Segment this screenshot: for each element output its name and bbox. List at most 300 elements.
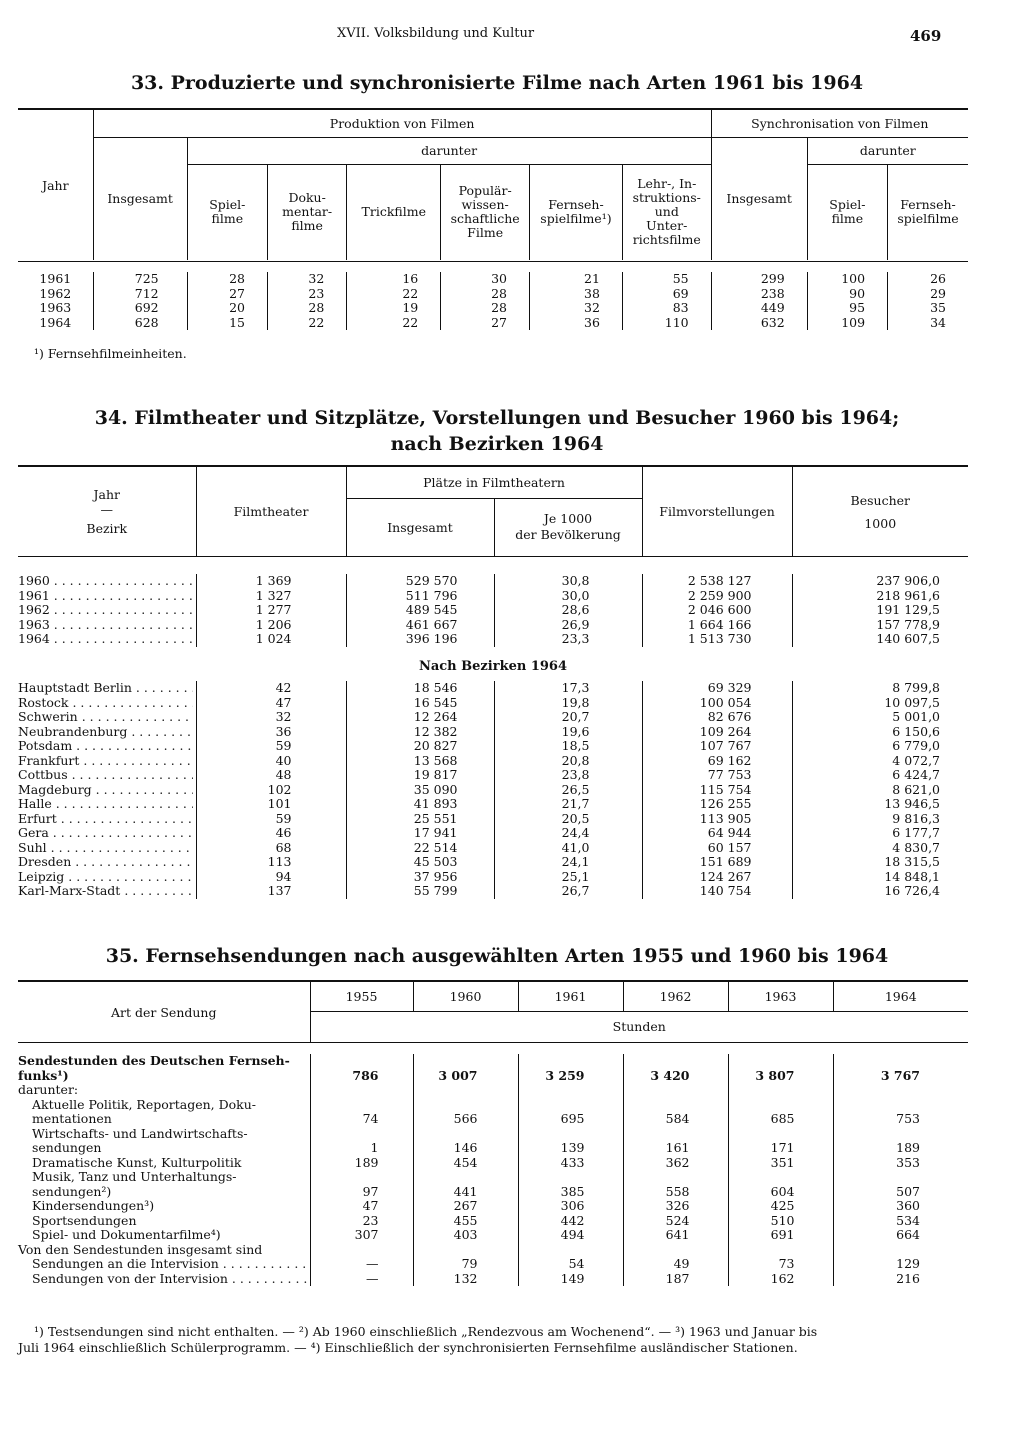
row-label-dots: [18, 797, 193, 812]
value-cell: 12 382: [346, 725, 494, 740]
row-label-text: Suhl: [18, 840, 47, 855]
row-label-text: Hauptstadt Berlin: [18, 681, 132, 695]
row-label: [18, 618, 196, 633]
value-cell: 238: [711, 287, 807, 302]
value-cell: 157 778,9: [792, 618, 968, 633]
row-label-dots: [18, 783, 193, 798]
value-cell: 77 753: [642, 768, 792, 783]
value-cell: 83: [622, 301, 711, 316]
value-cell: 2 538 127: [642, 574, 792, 589]
row-label-text: 1960: [18, 574, 50, 588]
value-cell: 566: [413, 1098, 518, 1127]
table-row: [18, 812, 968, 827]
value-cell: 110: [622, 316, 711, 331]
value-cell: 1 369: [196, 574, 346, 589]
value-cell: 82 676: [642, 710, 792, 725]
value-cell: 54: [518, 1257, 623, 1272]
value-cell: 149: [518, 1272, 623, 1287]
table-35-footnote-2: Juli 1964 einschließlich Schülerprogramm. — ⁴) Einschließlich der synchronisierten Fernsehfilme ausländischer Stationen.: [18, 1340, 798, 1355]
value-cell: 59: [196, 812, 346, 827]
value-cell: 23: [267, 287, 346, 302]
empty-cell: [833, 1243, 968, 1258]
table-row: [18, 754, 968, 769]
row-label-text: Sendungen an die Intervision: [32, 1257, 219, 1271]
value-cell: 30: [441, 272, 530, 287]
col-je1000: Je 1000 der Bevölkerung: [494, 498, 642, 556]
value-cell: 124 267: [642, 870, 792, 885]
value-cell: 23,3: [494, 632, 642, 647]
table-35-body: [18, 1054, 968, 1286]
value-cell: 20,7: [494, 710, 642, 725]
row-label-dots: [18, 574, 193, 589]
value-cell: 584: [623, 1098, 728, 1127]
value-cell: 18,5: [494, 739, 642, 754]
empty-cell: [728, 1083, 833, 1098]
value-cell: 41,0: [494, 841, 642, 856]
value-cell: 16: [347, 272, 441, 287]
value-cell: 2 259 900: [642, 589, 792, 604]
value-cell: 26: [888, 272, 968, 287]
value-cell: 55 799: [346, 884, 494, 899]
row-label-dots: [18, 603, 193, 618]
value-cell: 69 329: [642, 681, 792, 696]
row-label: [18, 884, 196, 899]
table-row: [18, 696, 968, 711]
value-cell: —: [310, 1272, 413, 1287]
col-year: 1955: [310, 982, 413, 1011]
value-cell: 38: [530, 287, 623, 302]
value-cell: 17,3: [494, 681, 642, 696]
value-cell: 40: [196, 754, 346, 769]
col-insgesamt: Insgesamt: [93, 137, 187, 260]
value-cell: 32: [196, 710, 346, 725]
table-row: [18, 1214, 968, 1229]
value-cell: 10 097,5: [792, 696, 968, 711]
value-cell: 113 905: [642, 812, 792, 827]
value-cell: 685: [728, 1098, 833, 1127]
col-darunter: darunter: [187, 137, 711, 164]
col-filmvorstellungen: Filmvorstellungen: [642, 467, 792, 556]
value-cell: 60 157: [642, 841, 792, 856]
value-cell: 73: [728, 1257, 833, 1272]
value-cell: 28: [441, 301, 530, 316]
value-cell: 3 259: [518, 1054, 623, 1083]
col-year: 1964: [833, 982, 968, 1011]
col-besucher-unit: 1000: [864, 515, 897, 531]
table-row: [18, 1199, 968, 1214]
value-cell: 13 568: [346, 754, 494, 769]
value-cell: 396 196: [346, 632, 494, 647]
value-cell: 461 667: [346, 618, 494, 633]
value-cell: 20 827: [346, 739, 494, 754]
value-cell: 37 956: [346, 870, 494, 885]
row-label: [18, 754, 196, 769]
table-row: [18, 681, 968, 696]
value-cell: 187: [623, 1272, 728, 1287]
value-cell: 218 961,6: [792, 589, 968, 604]
row-label: [18, 710, 196, 725]
col-plaetze: Plätze in Filmtheatern: [346, 467, 642, 498]
value-cell: 22: [267, 316, 346, 331]
value-cell: 191 129,5: [792, 603, 968, 618]
value-cell: 1 206: [196, 618, 346, 633]
value-cell: 353: [833, 1156, 968, 1171]
table-row: [18, 1098, 968, 1127]
value-cell: 494: [518, 1228, 623, 1243]
table-row: [18, 1272, 968, 1287]
table-34-header-rule: [18, 556, 968, 557]
col-produktion: Produktion von Filmen: [93, 110, 711, 137]
value-cell: 1 024: [196, 632, 346, 647]
value-cell: 267: [413, 1199, 518, 1214]
value-cell: 664: [833, 1228, 968, 1243]
value-cell: 19: [347, 301, 441, 316]
col-art: Art der Sendung: [111, 1004, 217, 1020]
value-cell: 171: [728, 1127, 833, 1156]
value-cell: 47: [310, 1199, 413, 1214]
row-label-text: Erfurt: [18, 811, 57, 826]
value-cell: 26,9: [494, 618, 642, 633]
value-cell: 2 046 600: [642, 603, 792, 618]
value-cell: 454: [413, 1156, 518, 1171]
value-cell: 216: [833, 1272, 968, 1287]
empty-cell: [413, 1083, 518, 1098]
table-35-title: 35. Fernsehsendungen nach ausgewählten Arten 1955 und 1960 bis 1964: [105, 945, 889, 967]
value-cell: 162: [728, 1272, 833, 1287]
value-cell: 8 621,0: [792, 783, 968, 798]
value-cell: 3 767: [833, 1054, 968, 1083]
value-cell: 455: [413, 1214, 518, 1229]
value-cell: 23,8: [494, 768, 642, 783]
row-label-dots: [18, 681, 193, 696]
value-cell: 22: [347, 316, 441, 331]
col-s-darunter: darunter: [807, 137, 968, 164]
row-label: [18, 696, 196, 711]
value-cell: 529 570: [346, 574, 494, 589]
value-cell: 19,8: [494, 696, 642, 711]
value-cell: 69 162: [642, 754, 792, 769]
table-34-title-line2: nach Bezirken 1964: [390, 433, 604, 455]
table-row: [18, 316, 968, 331]
value-cell: 1 664 166: [642, 618, 792, 633]
table-row: [18, 768, 968, 783]
value-cell: 48: [196, 768, 346, 783]
value-cell: 42: [196, 681, 346, 696]
value-cell: 146: [413, 1127, 518, 1156]
value-cell: 24,1: [494, 855, 642, 870]
table-row: [18, 618, 968, 633]
table-row: [18, 1170, 968, 1199]
row-label: [18, 603, 196, 618]
value-cell: 6 177,7: [792, 826, 968, 841]
col-year: 1960: [413, 982, 518, 1011]
row-label-text: Frankfurt: [18, 753, 80, 768]
value-cell: 524: [623, 1214, 728, 1229]
value-cell: 74: [310, 1098, 413, 1127]
row-label-dots: [18, 884, 193, 899]
value-cell: 79: [413, 1257, 518, 1272]
row-label-text: Potsdam: [18, 739, 73, 753]
row-label-text: Halle: [18, 797, 52, 811]
row-label: [18, 681, 196, 696]
value-cell: 385: [518, 1170, 623, 1199]
row-label: [18, 1257, 310, 1272]
value-cell: 20: [187, 301, 267, 316]
empty-cell: [728, 1243, 833, 1258]
value-cell: 28,6: [494, 603, 642, 618]
row-label: [18, 739, 196, 754]
col-s-fernsehspielfilme: Fernseh- spielfilme: [888, 164, 968, 260]
table-row: [18, 826, 968, 841]
value-cell: 107 767: [642, 739, 792, 754]
col-plaetze-insgesamt: Insgesamt: [346, 498, 494, 556]
table-row: [18, 589, 968, 604]
value-cell: 558: [623, 1170, 728, 1199]
row-label-dots: [18, 812, 193, 827]
value-cell: 18 315,5: [792, 855, 968, 870]
col-s-spielfilme: Spiel- filme: [807, 164, 887, 260]
value-cell: 35: [888, 301, 968, 316]
value-cell: 140 754: [642, 884, 792, 899]
value-cell: 712: [93, 287, 187, 302]
value-cell: 32: [530, 301, 623, 316]
row-label-text: Leipzig: [18, 869, 65, 884]
col-popularwiss: Populär- wissen- schaftliche Filme: [441, 164, 530, 260]
table-row: [18, 1156, 968, 1171]
table-row: [18, 1054, 968, 1083]
value-cell: 41 893: [346, 797, 494, 812]
row-label-text: Magdeburg: [18, 782, 92, 797]
value-cell: 24,4: [494, 826, 642, 841]
col-jahr-label: Jahr: [93, 487, 120, 502]
value-cell: 32: [267, 272, 346, 287]
page-number: 469: [910, 27, 942, 45]
value-cell: 507: [833, 1170, 968, 1199]
col-year: 1963: [728, 982, 833, 1011]
row-label: Von den Sendestunden insgesamt sind: [18, 1241, 263, 1257]
table-row: [18, 1243, 968, 1258]
value-cell: 604: [728, 1170, 833, 1199]
value-cell: 489 545: [346, 603, 494, 618]
table-row: [18, 710, 968, 725]
row-label-dots: [32, 1272, 307, 1287]
value-cell: 4 072,7: [792, 754, 968, 769]
row-label-text: Neubrandenburg: [18, 724, 128, 739]
value-cell: 100: [807, 272, 887, 287]
row-label-dots: [18, 696, 193, 711]
value-cell: 25,1: [494, 870, 642, 885]
value-cell: 510: [728, 1214, 833, 1229]
value-cell: 27: [441, 316, 530, 331]
col-stunden: Stunden: [310, 1011, 968, 1042]
value-cell: 28: [441, 287, 530, 302]
value-cell: 161: [623, 1127, 728, 1156]
value-cell: 129: [833, 1257, 968, 1272]
row-label-dots: [18, 632, 193, 647]
row-label: [18, 812, 196, 827]
value-cell: 16 726,4: [792, 884, 968, 899]
value-cell: 786: [310, 1054, 413, 1083]
col-year: 1962: [623, 982, 728, 1011]
value-cell: 449: [711, 301, 807, 316]
table-row: [18, 739, 968, 754]
value-cell: 16 545: [346, 696, 494, 711]
value-cell: 23: [310, 1214, 413, 1229]
value-cell: 20,8: [494, 754, 642, 769]
row-label: [18, 632, 196, 647]
value-cell: 403: [413, 1228, 518, 1243]
table-row: [18, 884, 968, 899]
table-row: [18, 287, 968, 302]
table-row: [18, 1127, 968, 1156]
value-cell: 351: [728, 1156, 833, 1171]
value-cell: 8 799,8: [792, 681, 968, 696]
year-cell: 1962: [39, 285, 72, 301]
row-label-text: 1961: [18, 588, 50, 603]
table-33-header-rule: [18, 261, 968, 262]
col-besucher-label: Besucher: [850, 492, 910, 508]
table-row: [18, 855, 968, 870]
col-jahr: Jahr: [42, 177, 69, 193]
col-s-insgesamt: Insgesamt: [711, 137, 807, 260]
value-cell: 151 689: [642, 855, 792, 870]
col-jahr-bezirk: [18, 467, 196, 556]
row-label-dots: [18, 870, 193, 885]
row-label-dots: [18, 841, 193, 856]
row-label-dots: [18, 618, 193, 633]
table-row: [18, 301, 968, 316]
row-label-text: 1963: [18, 617, 50, 632]
row-label-dots: [18, 754, 193, 769]
value-cell: 20,5: [494, 812, 642, 827]
table-row: [18, 603, 968, 618]
row-label: [18, 841, 196, 856]
value-cell: 692: [93, 301, 187, 316]
value-cell: 29: [888, 287, 968, 302]
year-cell: 1964: [39, 314, 72, 330]
value-cell: 433: [518, 1156, 623, 1171]
col-year: 1961: [518, 982, 623, 1011]
row-label: [18, 1272, 310, 1287]
row-label: [18, 768, 196, 783]
value-cell: 21,7: [494, 797, 642, 812]
value-cell: 100 054: [642, 696, 792, 711]
value-cell: 3 807: [728, 1054, 833, 1083]
value-cell: 113: [196, 855, 346, 870]
value-cell: 4 830,7: [792, 841, 968, 856]
col-dokumentarfilme: Doku- mentar- filme: [267, 164, 346, 260]
value-cell: 35 090: [346, 783, 494, 798]
year-cell: 1961: [39, 271, 72, 286]
value-cell: 46: [196, 826, 346, 841]
value-cell: 28: [267, 301, 346, 316]
empty-cell: [413, 1243, 518, 1258]
table-35-header: [18, 982, 968, 1042]
value-cell: 94: [196, 870, 346, 885]
value-cell: 425: [728, 1199, 833, 1214]
value-cell: 307: [310, 1228, 413, 1243]
value-cell: 691: [728, 1228, 833, 1243]
row-label-dots: [18, 855, 193, 870]
row-label-text: Dresden: [18, 855, 72, 869]
value-cell: 95: [807, 301, 887, 316]
value-cell: 306: [518, 1199, 623, 1214]
value-cell: 30,8: [494, 574, 642, 589]
year-cell: 1963: [39, 300, 72, 315]
table-34-year-body: [18, 574, 968, 647]
row-label: Wirtschafts- und Landwirtschafts- sendungen: [32, 1125, 248, 1155]
row-label: Spiel- und Dokumentarfilme⁴): [32, 1227, 221, 1242]
col-bezirk-label: Bezirk: [86, 521, 128, 536]
table-row: [18, 725, 968, 740]
value-cell: 109: [807, 316, 887, 331]
table-33-title: 33. Produzierte und synchronisierte Filme nach Arten 1961 bis 1964: [130, 72, 864, 94]
table-row: [18, 574, 968, 589]
table-33-header: [18, 110, 968, 260]
value-cell: 25 551: [346, 812, 494, 827]
value-cell: 9 816,3: [792, 812, 968, 827]
value-cell: 30,0: [494, 589, 642, 604]
value-cell: 12 264: [346, 710, 494, 725]
value-cell: 1: [310, 1127, 413, 1156]
empty-cell: [310, 1243, 413, 1258]
value-cell: 69: [622, 287, 711, 302]
chapter-title: XVII. Volksbildung und Kultur: [337, 26, 535, 41]
value-cell: 1 277: [196, 603, 346, 618]
empty-cell: [623, 1083, 728, 1098]
value-cell: 3 420: [623, 1054, 728, 1083]
value-cell: 6 424,7: [792, 768, 968, 783]
table-35-header-rule: [18, 1042, 968, 1043]
value-cell: 26,5: [494, 783, 642, 798]
table-row: [18, 841, 968, 856]
row-label-text: Rostock: [18, 695, 69, 710]
col-spielfilme: Spiel- filme: [187, 164, 267, 260]
value-cell: 132: [413, 1272, 518, 1287]
value-cell: 442: [518, 1214, 623, 1229]
value-cell: 139: [518, 1127, 623, 1156]
row-label: [18, 797, 196, 812]
col-besucher: [792, 467, 968, 556]
value-cell: —: [310, 1257, 413, 1272]
row-label-text: Sendungen von der Intervision: [32, 1271, 228, 1286]
col-filmtheater: Filmtheater: [196, 467, 346, 556]
value-cell: 14 848,1: [792, 870, 968, 885]
table-34-bezirk-body: [18, 681, 968, 899]
col-dash: —: [100, 502, 113, 517]
table-row: [18, 1228, 968, 1243]
table-row: [18, 870, 968, 885]
value-cell: 109 264: [642, 725, 792, 740]
value-cell: 632: [711, 316, 807, 331]
value-cell: 3 007: [413, 1054, 518, 1083]
value-cell: 55: [622, 272, 711, 287]
empty-cell: [833, 1083, 968, 1098]
value-cell: 511 796: [346, 589, 494, 604]
row-label: [18, 870, 196, 885]
value-cell: 15: [187, 316, 267, 331]
table-34-subhead: Nach Bezirken 1964: [418, 659, 568, 674]
row-label-dots: [18, 589, 193, 604]
value-cell: 441: [413, 1170, 518, 1199]
value-cell: 6 779,0: [792, 739, 968, 754]
col-trickfilme: Trickfilme: [347, 164, 441, 260]
value-cell: 64 944: [642, 826, 792, 841]
row-label-text: 1964: [18, 632, 50, 646]
table-34-header: [18, 467, 968, 556]
row-label-text: Gera: [18, 826, 49, 840]
col-synchronisation: Synchronisation von Filmen: [711, 110, 968, 137]
